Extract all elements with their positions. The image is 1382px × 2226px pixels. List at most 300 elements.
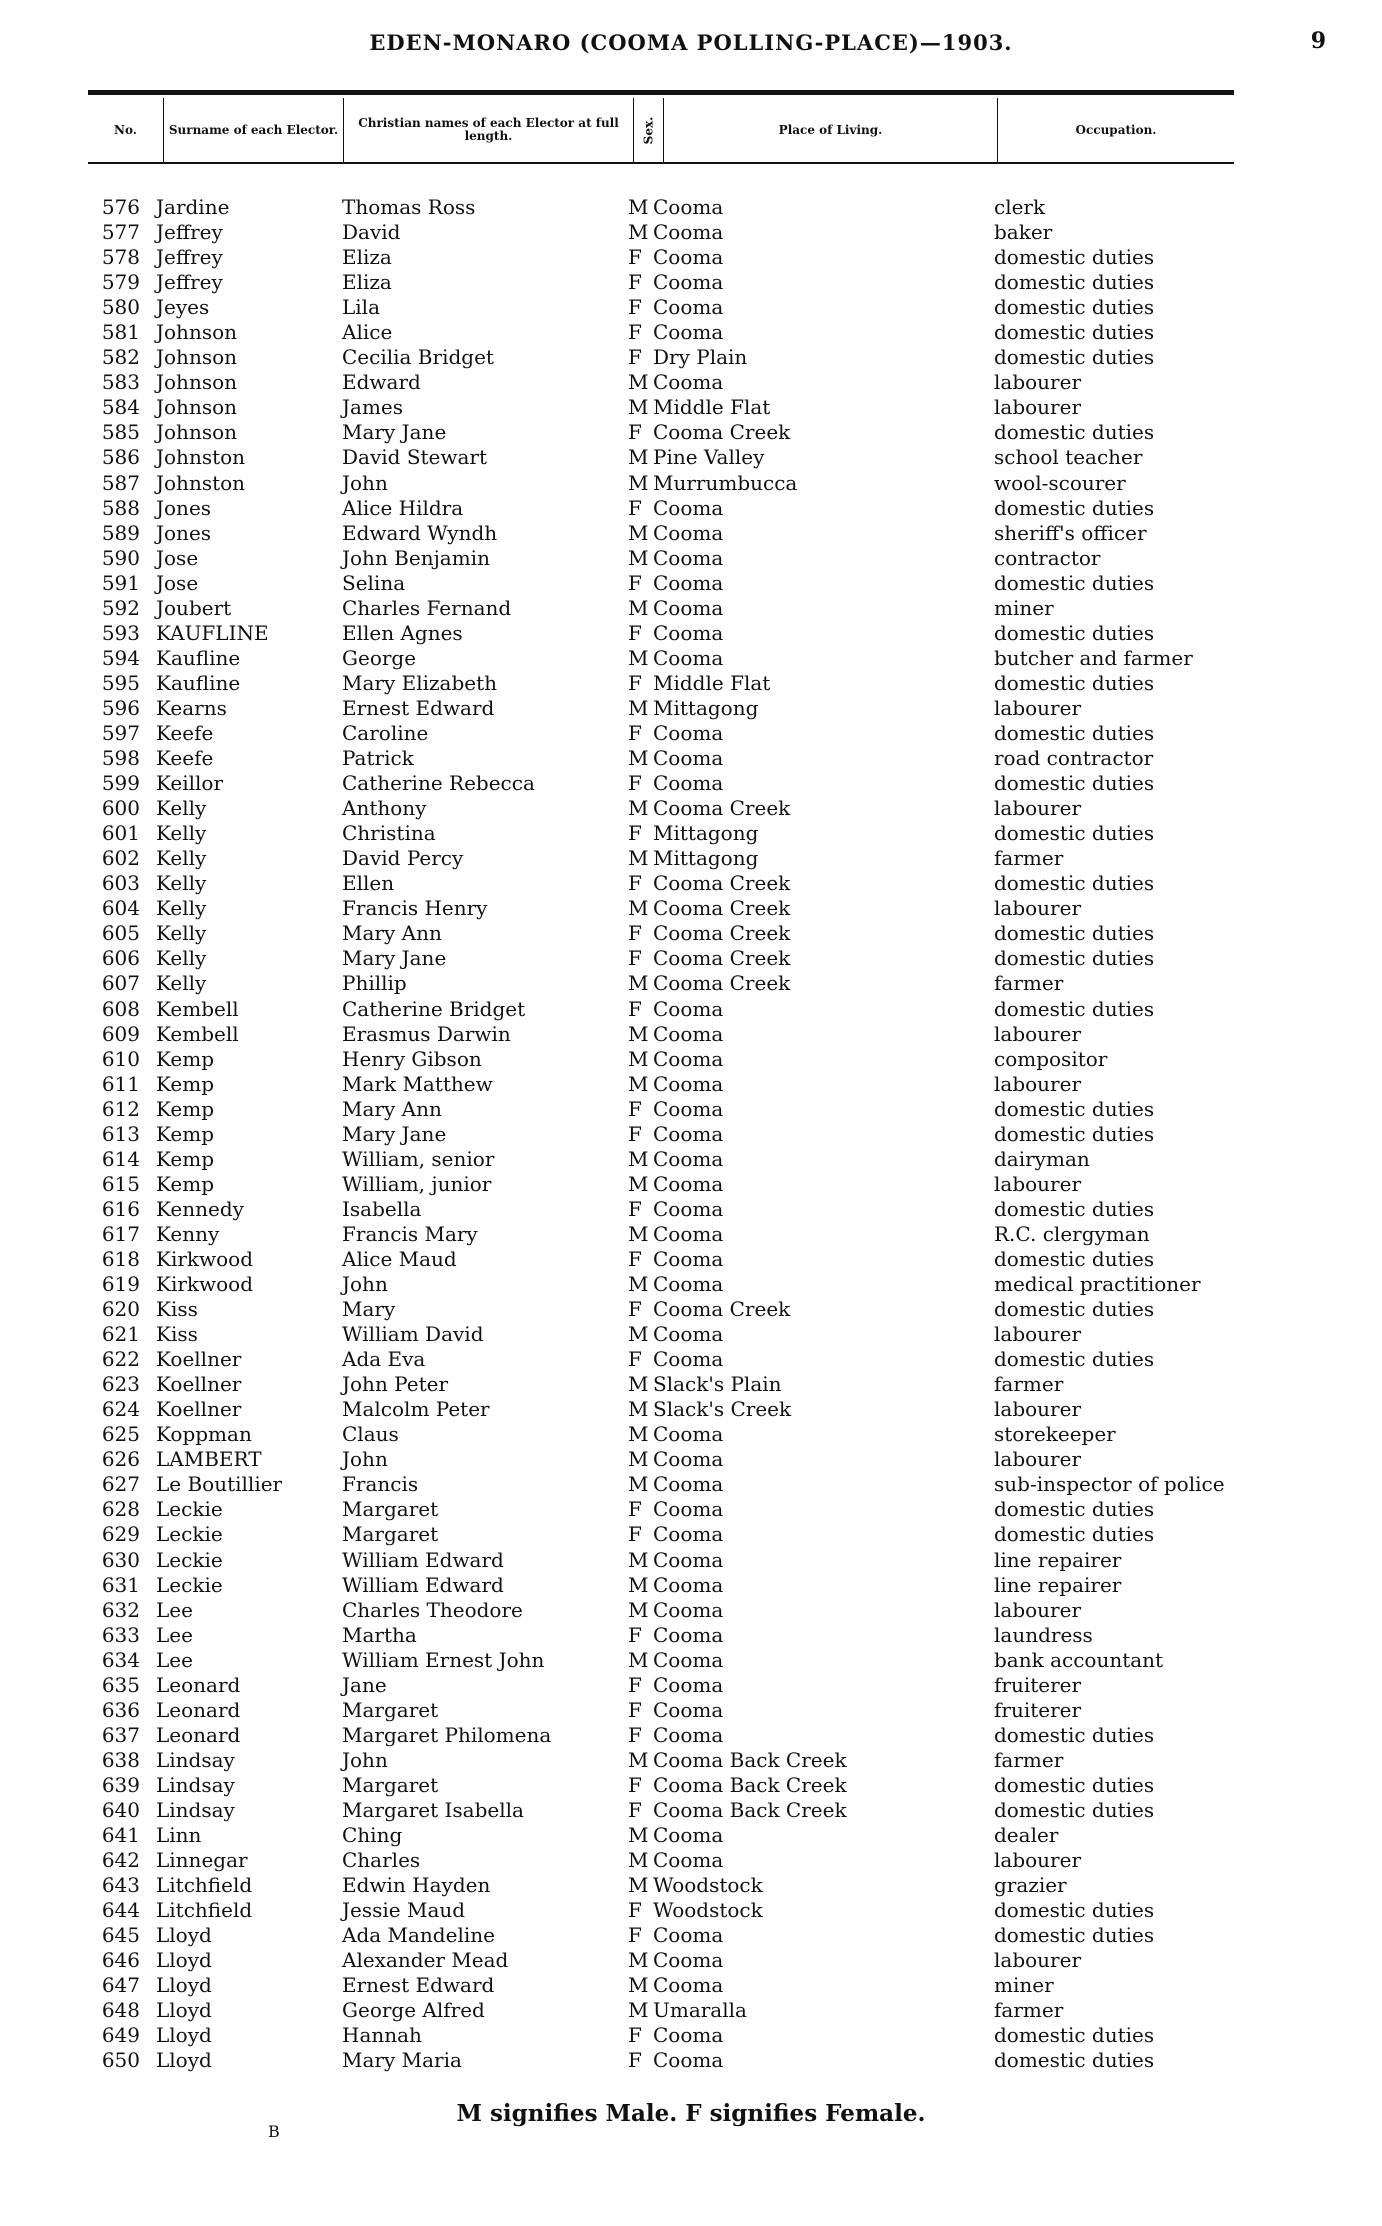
- elector-sex: F: [628, 821, 642, 846]
- elector-number: 620: [101, 1297, 140, 1322]
- elector-christian-names: Thomas Ross: [342, 195, 476, 219]
- elector-number: 579: [101, 270, 140, 295]
- table-header: [88, 98, 1234, 164]
- elector-place: Cooma: [653, 645, 724, 670]
- elector-number: 629: [101, 1522, 140, 1547]
- elector-christian-names: John: [342, 1747, 388, 1772]
- elector-sex: M: [628, 1171, 649, 1196]
- table-row: [88, 270, 1268, 295]
- elector-place: Cooma: [653, 1071, 724, 1096]
- elector-sex: M: [628, 645, 649, 670]
- elector-occupation: labourer: [994, 1447, 1082, 1472]
- elector-sex: M: [628, 545, 649, 570]
- table-row: [88, 445, 1268, 470]
- table-row: [88, 395, 1268, 420]
- elector-number: 606: [101, 946, 140, 971]
- elector-christian-names: Margaret: [342, 1522, 439, 1547]
- page-number: 9: [1310, 28, 1326, 54]
- elector-christian-names: Selina: [342, 570, 406, 595]
- elector-christian-names: Ada Eva: [342, 1347, 426, 1372]
- elector-place: Cooma: [653, 295, 724, 320]
- table-row: [88, 1723, 1268, 1748]
- elector-surname: Keefe: [156, 720, 214, 745]
- elector-place: Cooma Back Creek: [653, 1772, 847, 1797]
- table-row: [88, 1898, 1268, 1923]
- elector-occupation: sub-inspector of police: [994, 1472, 1225, 1497]
- elector-surname: Koellner: [156, 1347, 242, 1372]
- elector-sex: M: [628, 1272, 649, 1297]
- elector-number: 610: [101, 1046, 140, 1071]
- table-row: [88, 997, 1268, 1022]
- elector-surname: Lloyd: [156, 2048, 212, 2073]
- elector-number: 636: [101, 1697, 140, 1722]
- elector-number: 624: [101, 1397, 140, 1422]
- elector-number: 607: [101, 971, 140, 996]
- elector-number: 611: [101, 1071, 140, 1096]
- elector-christian-names: William David: [342, 1322, 484, 1347]
- table-row: [88, 1948, 1268, 1973]
- table-row: [88, 1272, 1268, 1297]
- elector-christian-names: Martha: [342, 1622, 417, 1647]
- elector-place: Cooma: [653, 771, 724, 796]
- elector-christian-names: Caroline: [342, 720, 429, 745]
- elector-christian-names: John: [342, 1447, 388, 1472]
- elector-place: Slack's Creek: [653, 1397, 792, 1422]
- elector-surname: KAUFLINE: [156, 620, 269, 645]
- table-row: [88, 1973, 1268, 1998]
- signature-mark: B: [268, 2122, 280, 2141]
- elector-surname: Leckie: [156, 1572, 223, 1597]
- elector-christian-names: Cecilia Bridget: [342, 345, 494, 370]
- table-row: [88, 1447, 1268, 1472]
- elector-surname: Johnson: [156, 420, 238, 445]
- elector-number: 648: [101, 1998, 140, 2023]
- elector-christian-names: George: [342, 645, 417, 670]
- elector-sex: M: [628, 1572, 649, 1597]
- elector-sex: F: [628, 1347, 642, 1372]
- elector-place: Cooma: [653, 1572, 724, 1597]
- elector-number: 642: [101, 1848, 140, 1873]
- elector-christian-names: Phillip: [342, 971, 407, 996]
- elector-number: 644: [101, 1898, 140, 1923]
- elector-number: 638: [101, 1747, 140, 1772]
- elector-christian-names: Jane: [342, 1672, 387, 1697]
- elector-christian-names: William Ernest John: [342, 1647, 545, 1672]
- elector-sex: M: [628, 370, 649, 395]
- elector-place: Cooma: [653, 1722, 724, 1747]
- elector-number: 615: [101, 1171, 140, 1196]
- elector-surname: Kaufline: [156, 670, 241, 695]
- elector-sex: M: [628, 1221, 649, 1246]
- elector-christian-names: Ernest Edward: [342, 1973, 495, 1998]
- elector-number: 588: [101, 495, 140, 520]
- elector-christian-names: William, senior: [342, 1146, 495, 1171]
- elector-place: Cooma: [653, 1472, 724, 1497]
- elector-occupation: domestic duties: [994, 2048, 1155, 2073]
- elector-christian-names: Ernest Edward: [342, 695, 495, 720]
- elector-number: 604: [101, 896, 140, 921]
- elector-number: 581: [101, 320, 140, 345]
- elector-sex: F: [628, 295, 642, 320]
- elector-place: Woodstock: [653, 1898, 763, 1923]
- elector-sex: M: [628, 1372, 649, 1397]
- table-row: [88, 571, 1268, 596]
- elector-occupation: farmer: [994, 971, 1064, 996]
- elector-occupation: domestic duties: [994, 570, 1155, 595]
- elector-place: Cooma: [653, 595, 724, 620]
- elector-christian-names: Edward: [342, 370, 421, 395]
- elector-place: Umaralla: [653, 1998, 747, 2023]
- elector-surname: Jeffrey: [156, 270, 223, 295]
- elector-sex: M: [628, 520, 649, 545]
- elector-sex: F: [628, 1246, 642, 1271]
- elector-number: 599: [101, 771, 140, 796]
- elector-place: Cooma: [653, 1848, 724, 1873]
- elector-number: 630: [101, 1547, 140, 1572]
- elector-surname: Kelly: [156, 946, 207, 971]
- table-row: [88, 621, 1268, 646]
- elector-sex: M: [628, 1948, 649, 1973]
- elector-number: 577: [101, 220, 140, 245]
- elector-number: 616: [101, 1196, 140, 1221]
- elector-place: Cooma: [653, 1196, 724, 1221]
- elector-occupation: farmer: [994, 1747, 1064, 1772]
- elector-surname: Johnson: [156, 345, 238, 370]
- table-row: [88, 195, 1268, 220]
- elector-sex: F: [628, 871, 642, 896]
- elector-occupation: R.C. clergyman: [994, 1221, 1150, 1246]
- elector-occupation: domestic duties: [994, 720, 1155, 745]
- elector-place: Cooma: [653, 520, 724, 545]
- elector-surname: Kemp: [156, 1121, 215, 1146]
- table-row: [88, 1497, 1268, 1522]
- elector-sex: M: [628, 1998, 649, 2023]
- elector-surname: Linnegar: [156, 1848, 248, 1873]
- elector-occupation: dealer: [994, 1823, 1059, 1848]
- elector-number: 587: [101, 470, 140, 495]
- table-row: [88, 1247, 1268, 1272]
- elector-christian-names: Catherine Rebecca: [342, 771, 535, 796]
- elector-occupation: domestic duties: [994, 871, 1155, 896]
- elector-number: 640: [101, 1798, 140, 1822]
- elector-christian-names: Margaret: [342, 1772, 439, 1797]
- elector-occupation: labourer: [994, 1848, 1082, 1873]
- elector-place: Cooma: [653, 320, 724, 345]
- elector-christian-names: John Benjamin: [342, 545, 490, 570]
- elector-surname: Lindsay: [156, 1772, 235, 1797]
- elector-number: 582: [101, 345, 140, 370]
- elector-christian-names: Charles Fernand: [342, 595, 512, 620]
- elector-surname: Lindsay: [156, 1798, 235, 1822]
- elector-surname: Kirkwood: [156, 1272, 254, 1297]
- elector-surname: Lee: [156, 1647, 193, 1672]
- elector-place: Cooma: [653, 1146, 724, 1171]
- elector-sex: F: [628, 670, 642, 695]
- elector-place: Middle Flat: [653, 395, 771, 420]
- elector-number: 583: [101, 370, 140, 395]
- elector-surname: Leonard: [156, 1697, 241, 1722]
- elector-surname: Kaufline: [156, 645, 241, 670]
- table-row: [88, 1322, 1268, 1347]
- elector-place: Cooma Back Creek: [653, 1798, 847, 1822]
- elector-sex: F: [628, 996, 642, 1021]
- elector-occupation: labourer: [994, 796, 1082, 821]
- elector-sex: M: [628, 1973, 649, 1998]
- table-row: [88, 896, 1268, 921]
- elector-occupation: labourer: [994, 1171, 1082, 1196]
- elector-sex: F: [628, 2048, 642, 2073]
- elector-sex: F: [628, 1297, 642, 1322]
- elector-sex: M: [628, 1447, 649, 1472]
- elector-sex: M: [628, 1071, 649, 1096]
- elector-occupation: miner: [994, 595, 1054, 620]
- elector-occupation: domestic duties: [994, 1898, 1155, 1923]
- elector-number: 641: [101, 1823, 140, 1848]
- elector-place: Cooma: [653, 996, 724, 1021]
- page-title: EDEN-MONARO (COOMA POLLING-PLACE)—1903.: [369, 30, 1013, 55]
- table-row: [88, 295, 1268, 320]
- elector-number: 613: [101, 1121, 140, 1146]
- elector-christian-names: Charles: [342, 1848, 421, 1873]
- table-row: [88, 1798, 1268, 1823]
- elector-number: 591: [101, 570, 140, 595]
- elector-sex: M: [628, 1597, 649, 1622]
- elector-surname: LAMBERT: [156, 1447, 262, 1472]
- elector-surname: Lloyd: [156, 1998, 212, 2023]
- elector-number: 597: [101, 720, 140, 745]
- elector-number: 626: [101, 1447, 140, 1472]
- elector-number: 632: [101, 1597, 140, 1622]
- elector-occupation: labourer: [994, 1021, 1082, 1046]
- elector-occupation: domestic duties: [994, 295, 1155, 320]
- table-row: [88, 1648, 1268, 1673]
- elector-surname: Jeffrey: [156, 220, 223, 245]
- elector-christian-names: Mary: [342, 1297, 396, 1322]
- elector-number: 590: [101, 545, 140, 570]
- elector-occupation: domestic duties: [994, 821, 1155, 846]
- elector-place: Cooma: [653, 1497, 724, 1522]
- table-row: [88, 1923, 1268, 1948]
- elector-number: 649: [101, 2023, 140, 2048]
- col-header-surname: Surname of each Elector.: [164, 98, 344, 162]
- elector-surname: Johnston: [156, 470, 246, 495]
- elector-occupation: domestic duties: [994, 495, 1155, 520]
- table-row: [88, 471, 1268, 496]
- elector-number: 614: [101, 1146, 140, 1171]
- elector-sex: F: [628, 320, 642, 345]
- elector-sex: F: [628, 1697, 642, 1722]
- elector-surname: Kemp: [156, 1096, 215, 1121]
- elector-surname: Lee: [156, 1597, 193, 1622]
- elector-occupation: domestic duties: [994, 1096, 1155, 1121]
- elector-number: 596: [101, 695, 140, 720]
- table-row: [88, 1347, 1268, 1372]
- elector-surname: Litchfield: [156, 1873, 253, 1898]
- elector-surname: Kelly: [156, 821, 207, 846]
- table-row: [88, 1097, 1268, 1122]
- table-row: [88, 846, 1268, 871]
- elector-occupation: road contractor: [994, 746, 1154, 771]
- table-row: [88, 546, 1268, 571]
- table-row: [88, 596, 1268, 621]
- elector-number: 589: [101, 520, 140, 545]
- table-row: [88, 1522, 1268, 1547]
- elector-sex: M: [628, 1823, 649, 1848]
- table-row: [88, 1673, 1268, 1698]
- elector-place: Cooma: [653, 570, 724, 595]
- elector-christian-names: Hannah: [342, 2023, 422, 2048]
- elector-surname: Kembell: [156, 996, 239, 1021]
- elector-sex: M: [628, 971, 649, 996]
- elector-sex: F: [628, 720, 642, 745]
- elector-occupation: laundress: [994, 1622, 1093, 1647]
- elector-number: 600: [101, 796, 140, 821]
- elector-place: Cooma: [653, 245, 724, 270]
- elector-number: 595: [101, 670, 140, 695]
- elector-christian-names: Eliza: [342, 245, 392, 270]
- elector-occupation: domestic duties: [994, 1297, 1155, 1322]
- table-row: [88, 1072, 1268, 1097]
- sex-legend: M signifies Male. F signifies Female.: [456, 2100, 926, 2127]
- elector-sex: F: [628, 2023, 642, 2048]
- elector-christian-names: Mary Jane: [342, 946, 447, 971]
- elector-christian-names: Lila: [342, 295, 380, 320]
- elector-sex: M: [628, 1647, 649, 1672]
- elector-surname: Jose: [156, 570, 199, 595]
- elector-christian-names: Alice: [342, 320, 393, 345]
- elector-number: 625: [101, 1422, 140, 1447]
- elector-place: Cooma: [653, 720, 724, 745]
- elector-sex: F: [628, 495, 642, 520]
- elector-christian-names: Mary Ann: [342, 1096, 442, 1121]
- elector-number: 622: [101, 1347, 140, 1372]
- elector-surname: Koppman: [156, 1422, 252, 1447]
- elector-number: 619: [101, 1272, 140, 1297]
- elector-surname: Keefe: [156, 746, 214, 771]
- elector-sex: M: [628, 1146, 649, 1171]
- elector-sex: F: [628, 1672, 642, 1697]
- table-row: [88, 1172, 1268, 1197]
- elector-sex: M: [628, 1422, 649, 1447]
- elector-christian-names: David Stewart: [342, 445, 488, 470]
- elector-sex: M: [628, 846, 649, 871]
- elector-christian-names: Ellen: [342, 871, 395, 896]
- elector-occupation: domestic duties: [994, 1347, 1155, 1372]
- elector-christian-names: Patrick: [342, 746, 414, 771]
- elector-surname: Kemp: [156, 1171, 215, 1196]
- elector-place: Mittagong: [653, 821, 759, 846]
- elector-surname: Kemp: [156, 1071, 215, 1096]
- elector-surname: Leonard: [156, 1722, 241, 1747]
- elector-occupation: farmer: [994, 846, 1064, 871]
- elector-place: Cooma Back Creek: [653, 1747, 847, 1772]
- elector-sex: F: [628, 1798, 642, 1822]
- elector-occupation: storekeeper: [994, 1422, 1116, 1447]
- table-row: [88, 320, 1268, 345]
- table-row: [88, 220, 1268, 245]
- elector-number: 585: [101, 420, 140, 445]
- elector-surname: Leckie: [156, 1497, 223, 1522]
- elector-surname: Johnson: [156, 395, 238, 420]
- elector-number: 609: [101, 1021, 140, 1046]
- elector-surname: Jeyes: [156, 295, 210, 320]
- elector-number: 603: [101, 871, 140, 896]
- elector-number: 601: [101, 821, 140, 846]
- elector-christian-names: Edward Wyndh: [342, 520, 498, 545]
- elector-number: 594: [101, 645, 140, 670]
- elector-number: 637: [101, 1722, 140, 1747]
- elector-sex: F: [628, 420, 642, 445]
- elector-occupation: school teacher: [994, 445, 1143, 470]
- elector-place: Cooma: [653, 370, 724, 395]
- elector-occupation: domestic duties: [994, 670, 1155, 695]
- elector-christian-names: Francis: [342, 1472, 419, 1497]
- table-row: [88, 2048, 1268, 2073]
- elector-surname: Jose: [156, 545, 199, 570]
- elector-occupation: domestic duties: [994, 270, 1155, 295]
- elector-surname: Jardine: [156, 195, 230, 219]
- elector-sex: M: [628, 595, 649, 620]
- elector-christian-names: Mary Jane: [342, 1121, 447, 1146]
- elector-place: Cooma: [653, 1672, 724, 1697]
- elector-occupation: clerk: [994, 195, 1046, 219]
- elector-surname: Koellner: [156, 1397, 242, 1422]
- table-row: [88, 1222, 1268, 1247]
- elector-number: 598: [101, 746, 140, 771]
- elector-surname: Kelly: [156, 896, 207, 921]
- elector-number: 643: [101, 1873, 140, 1898]
- elector-surname: Jones: [156, 520, 212, 545]
- elector-place: Cooma: [653, 1823, 724, 1848]
- elector-christian-names: Alice Maud: [342, 1246, 457, 1271]
- elector-christian-names: Ching: [342, 1823, 403, 1848]
- elector-sex: M: [628, 1021, 649, 1046]
- elector-place: Cooma: [653, 495, 724, 520]
- elector-sex: M: [628, 195, 649, 219]
- elector-number: 618: [101, 1246, 140, 1271]
- elector-christian-names: Edwin Hayden: [342, 1873, 491, 1898]
- elector-christian-names: Charles Theodore: [342, 1597, 523, 1622]
- elector-number: 605: [101, 921, 140, 946]
- elector-christian-names: Ada Mandeline: [342, 1923, 495, 1948]
- elector-christian-names: Francis Henry: [342, 896, 488, 921]
- elector-occupation: domestic duties: [994, 1121, 1155, 1146]
- elector-occupation: domestic duties: [994, 921, 1155, 946]
- table-row: [88, 1197, 1268, 1222]
- elector-occupation: farmer: [994, 1998, 1064, 2023]
- elector-christian-names: William Edward: [342, 1547, 504, 1572]
- elector-occupation: domestic duties: [994, 620, 1155, 645]
- elector-number: 617: [101, 1221, 140, 1246]
- elector-sex: F: [628, 620, 642, 645]
- elector-place: Cooma: [653, 1647, 724, 1672]
- elector-place: Cooma: [653, 1923, 724, 1948]
- elector-occupation: fruiterer: [994, 1697, 1082, 1722]
- elector-occupation: domestic duties: [994, 345, 1155, 370]
- elector-occupation: domestic duties: [994, 1196, 1155, 1221]
- elector-occupation: domestic duties: [994, 1722, 1155, 1747]
- elector-sex: F: [628, 1497, 642, 1522]
- table-row: [88, 420, 1268, 445]
- elector-sex: F: [628, 1722, 642, 1747]
- elector-christian-names: Mary Jane: [342, 420, 447, 445]
- elector-number: 608: [101, 996, 140, 1021]
- elector-sex: F: [628, 270, 642, 295]
- elector-place: Cooma Creek: [653, 1297, 791, 1322]
- elector-occupation: labourer: [994, 1948, 1082, 1973]
- table-row: [88, 1698, 1268, 1723]
- elector-place: Cooma: [653, 1021, 724, 1046]
